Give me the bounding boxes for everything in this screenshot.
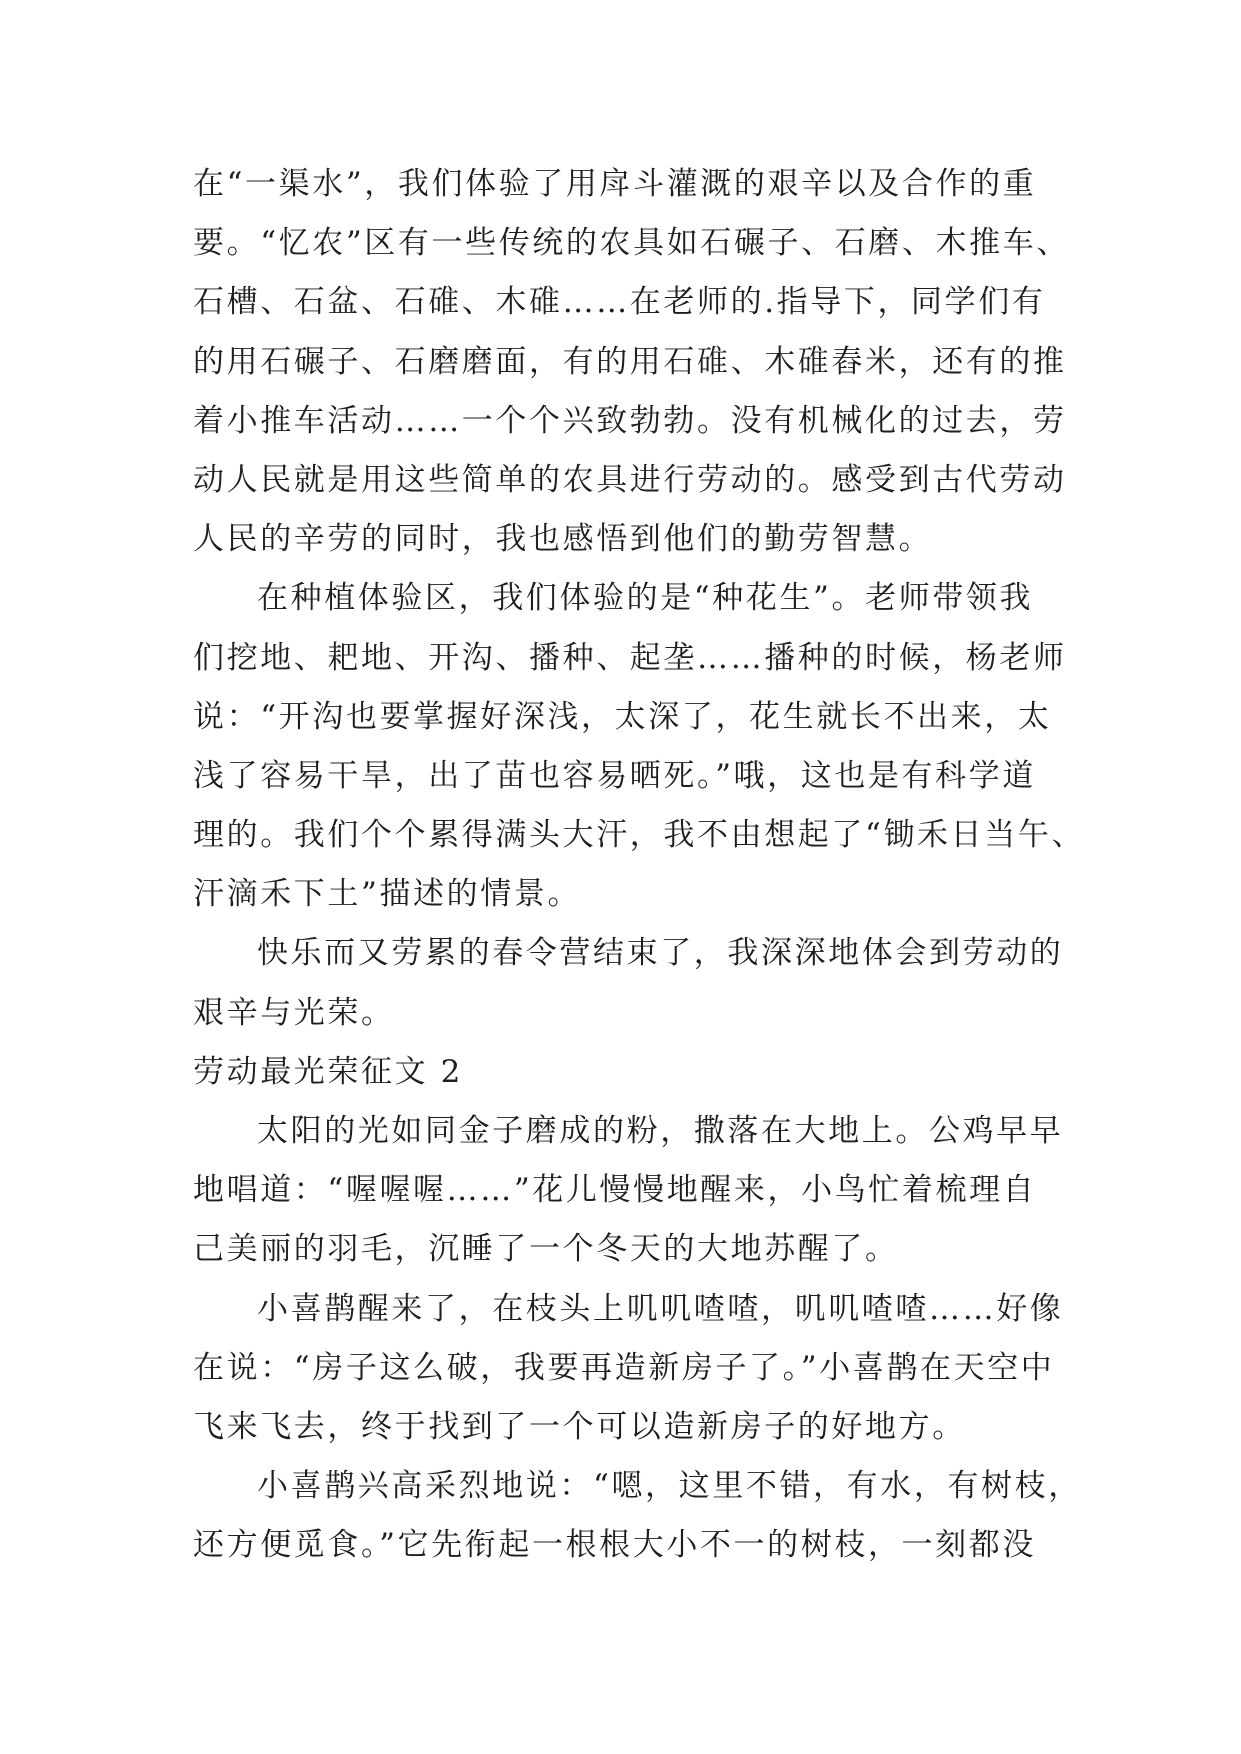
text-line: 飞来飞去，终于找到了一个可以造新房子的好地方。	[193, 1408, 966, 1445]
paragraph-start-line: 快乐而又劳累的春令营结束了，我深深地体会到劳动的	[257, 935, 1064, 972]
text-line: 着小推车活动……一个个兴致勃勃。没有机械化的过去，劳	[193, 402, 1067, 439]
text-line: 在“一渠水”，我们体验了用戽斗灌溉的艰辛以及合作的重	[193, 166, 1037, 202]
text-line: 要。“忆农”区有一些传统的农具如石碾子、石磨、木推车、	[193, 225, 1070, 262]
text-line: 在说：“房子这么破，我要再造新房子了。”小喜鹊在天空中	[193, 1349, 1055, 1386]
text-line: 汗滴禾下土”描述的情景。	[193, 876, 582, 913]
text-line: 地唱道：“喔喔喔……”花儿慢慢地醒来，小鸟忙着梳理自	[193, 1172, 1037, 1209]
text-line: 石槽、石盆、石碓、木碓……在老师的.指导下，同学们有	[193, 284, 1046, 321]
paragraph-start-line: 太阳的光如同金子磨成的粉，撒落在大地上。公鸡早早	[257, 1113, 1064, 1149]
paragraph-start-line: 小喜鹊醒来了，在枝头上叽叽喳喳，叽叽喳喳……好像	[257, 1290, 1064, 1327]
document-body	[193, 155, 1086, 1576]
text-line: 动人民就是用这些简单的农具进行劳动的。感受到古代劳动	[193, 461, 1067, 498]
text-line: 人民的辛劳的同时，我也感悟到他们的勤劳智慧。	[193, 521, 933, 558]
text-line: 说：“开沟也要掌握好深浅，太深了，花生就长不出来，太	[193, 698, 1052, 735]
text-line: 的用石碾子、石磨磨面，有的用石碓、木碓舂米，还有的推	[193, 343, 1067, 380]
text-line: 己美丽的羽毛，沉睡了一个冬天的大地苏醒了。	[193, 1231, 899, 1268]
section-heading: 劳动最光荣征文 2	[193, 1053, 463, 1090]
text-line: 浅了容易干旱，出了苗也容易晒死。”哦，这也是有科学道	[193, 757, 1036, 794]
paragraph-start-line: 在种植体验区，我们体验的是“种花生”。老师带领我	[257, 580, 1034, 617]
paragraph-start-line: 小喜鹊兴高采烈地说：“嗯，这里不错，有水，有树枝，	[257, 1468, 1082, 1505]
text-line: 还方便觅食。”它先衔起一根根大小不一的树枝，一刻都没	[193, 1527, 1036, 1564]
text-line: 们挖地、耙地、开沟、播种、起垄……播种的时候，杨老师	[193, 639, 1067, 676]
text-line: 理的。我们个个累得满头大汗，我不由想起了“锄禾日当午、	[193, 817, 1086, 854]
text-line: 艰辛与光荣。	[193, 994, 395, 1031]
